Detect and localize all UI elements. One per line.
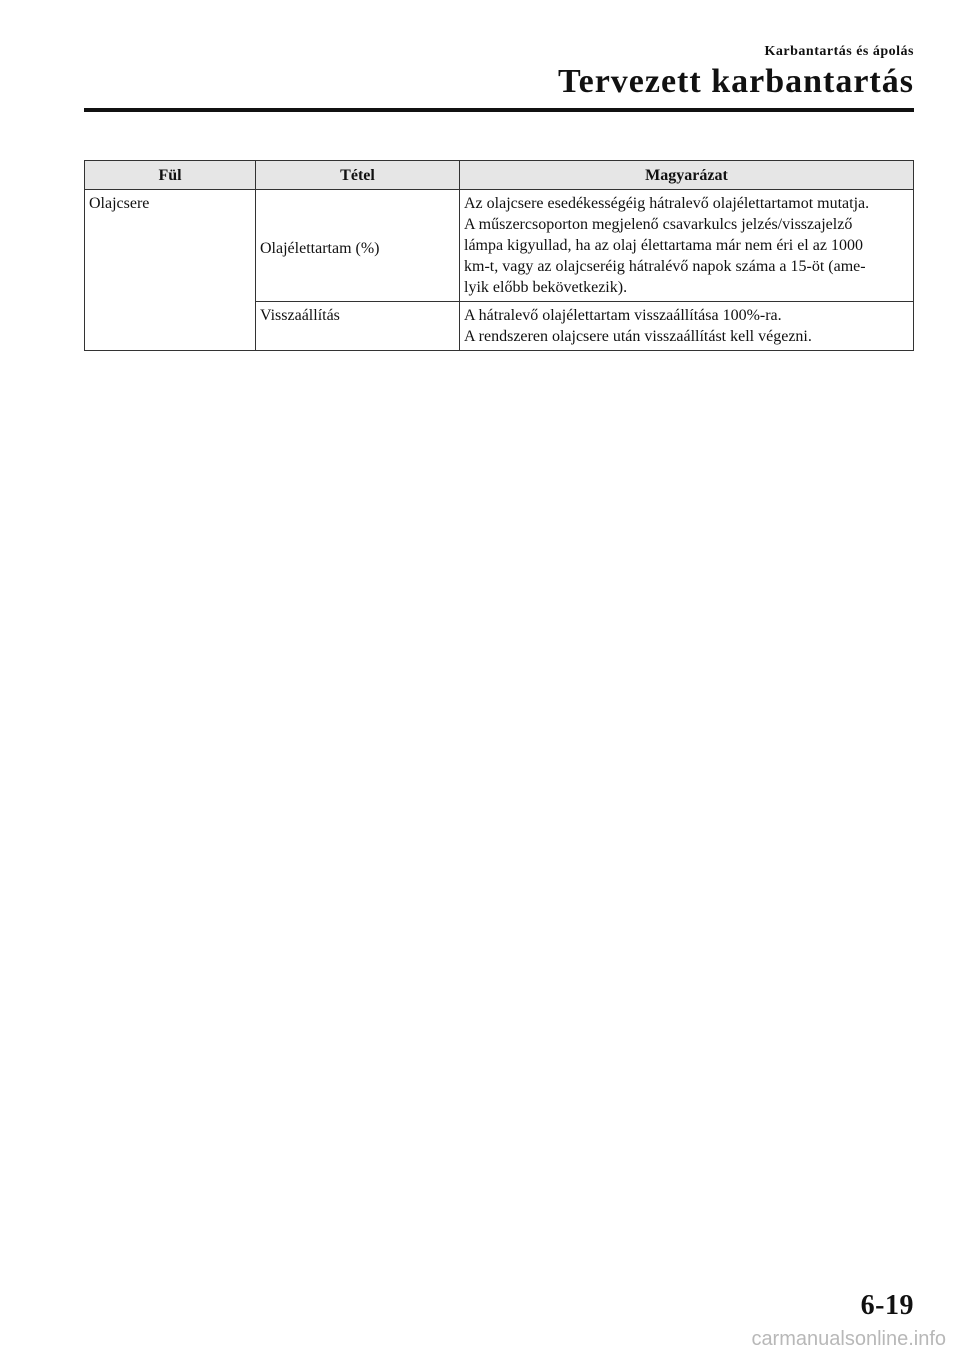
description-cell-reset	[460, 302, 914, 351]
tab-cell-oil-change: Olajcsere	[85, 190, 256, 351]
watermark-text: carmanualsonline.info	[751, 1328, 946, 1350]
page-header	[558, 44, 914, 102]
header-rule	[84, 108, 914, 112]
column-header-tab: Fül	[85, 161, 256, 190]
description-line: Az olajcsere esedékességéig hátralevő olajélettartamot mutatja.	[464, 195, 870, 212]
description-line: lámpa kigyullad, ha az olaj élettartama már nem éri el az 1000	[464, 237, 863, 254]
section-name: Karbantartás és ápolás	[764, 44, 914, 59]
description-line: A rendszeren olajcsere után visszaállítást kell végezni.	[464, 328, 812, 345]
description-line: km-t, vagy az olajcseréig hátralévő napok száma a 15-öt (ame-	[464, 258, 866, 275]
column-header-explanation: Magyarázat	[460, 161, 914, 190]
description-line: lyik előbb bekövetkezik).	[464, 279, 628, 296]
description-cell-oil-life	[460, 190, 914, 302]
description-line: A műszercsoporton megjelenő csavarkulcs jelzés/visszajelző	[464, 216, 853, 233]
item-cell-oil-life: Olajélettartam (%)	[256, 190, 460, 302]
maintenance-table	[84, 160, 914, 351]
table-header-row	[85, 161, 914, 190]
page-title: Tervezett karbantartás	[558, 63, 914, 100]
column-header-item: Tétel	[256, 161, 460, 190]
page-number: 6-19	[860, 1290, 914, 1321]
description-line: A hátralevő olajélettartam visszaállítása 100%-ra.	[464, 307, 782, 324]
item-cell-reset: Visszaállítás	[256, 302, 460, 351]
table-row	[85, 190, 914, 302]
